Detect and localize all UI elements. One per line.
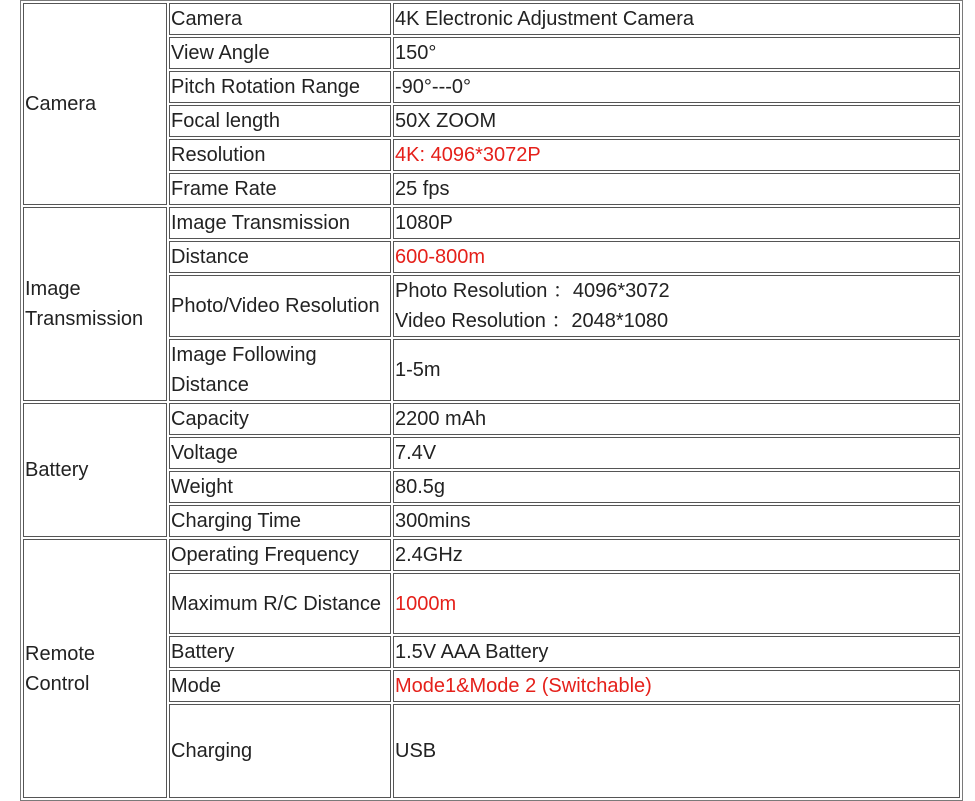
param-label: Battery: [169, 636, 391, 668]
param-label: Voltage: [169, 437, 391, 469]
spec-table: [20, 0, 963, 801]
param-value: 80.5g: [393, 471, 960, 503]
group-battery: Battery: [23, 403, 167, 537]
param-value: 2.4GHz: [393, 539, 960, 571]
param-label: Maximum R/C Distance: [169, 573, 391, 634]
param-label: Pitch Rotation Range: [169, 71, 391, 103]
param-label: Frame Rate: [169, 173, 391, 205]
param-value-highlight: 4K: 4096*3072P: [393, 139, 960, 171]
param-value: 25 fps: [393, 173, 960, 205]
param-value-highlight: Mode1&Mode 2 (Switchable): [393, 670, 960, 702]
param-label: Capacity: [169, 403, 391, 435]
param-value-highlight: 1000m: [393, 573, 960, 634]
param-label: Image Transmission: [169, 207, 391, 239]
table-row: [23, 403, 960, 435]
param-label: View Angle: [169, 37, 391, 69]
param-label: Distance: [169, 241, 391, 273]
group-remote-control: Remote Control: [23, 539, 167, 798]
param-value: 2200 mAh: [393, 403, 960, 435]
param-value: 150°: [393, 37, 960, 69]
param-value: 7.4V: [393, 437, 960, 469]
table-row: [23, 539, 960, 571]
param-label: Operating Frequency: [169, 539, 391, 571]
param-label: Focal length: [169, 105, 391, 137]
group-camera: Camera: [23, 3, 167, 205]
param-value: 1.5V AAA Battery: [393, 636, 960, 668]
param-value: 1080P: [393, 207, 960, 239]
param-label: Weight: [169, 471, 391, 503]
param-label: Charging Time: [169, 505, 391, 537]
video-resolution: Video Resolution ：2048*1080: [395, 310, 669, 332]
param-value: [393, 275, 960, 337]
param-label: Resolution: [169, 139, 391, 171]
param-value: 300mins: [393, 505, 960, 537]
param-value: 4K Electronic Adjustment Camera: [393, 3, 960, 35]
param-label: Mode: [169, 670, 391, 702]
param-value: USB: [393, 704, 960, 798]
param-value: 1-5m: [393, 339, 960, 401]
photo-resolution: Photo Resolution ：4096*3072: [395, 280, 670, 302]
group-image-transmission: Image Transmission: [23, 207, 167, 401]
table-row: [23, 207, 960, 239]
param-value: -90°---0°: [393, 71, 960, 103]
param-value: 50X ZOOM: [393, 105, 960, 137]
param-label: Charging: [169, 704, 391, 798]
param-label: Image Following Distance: [169, 339, 391, 401]
param-label: Photo/Video Resolution: [169, 275, 391, 337]
param-label: Camera: [169, 3, 391, 35]
param-value-highlight: 600-800m: [393, 241, 960, 273]
table-row: [23, 3, 960, 35]
